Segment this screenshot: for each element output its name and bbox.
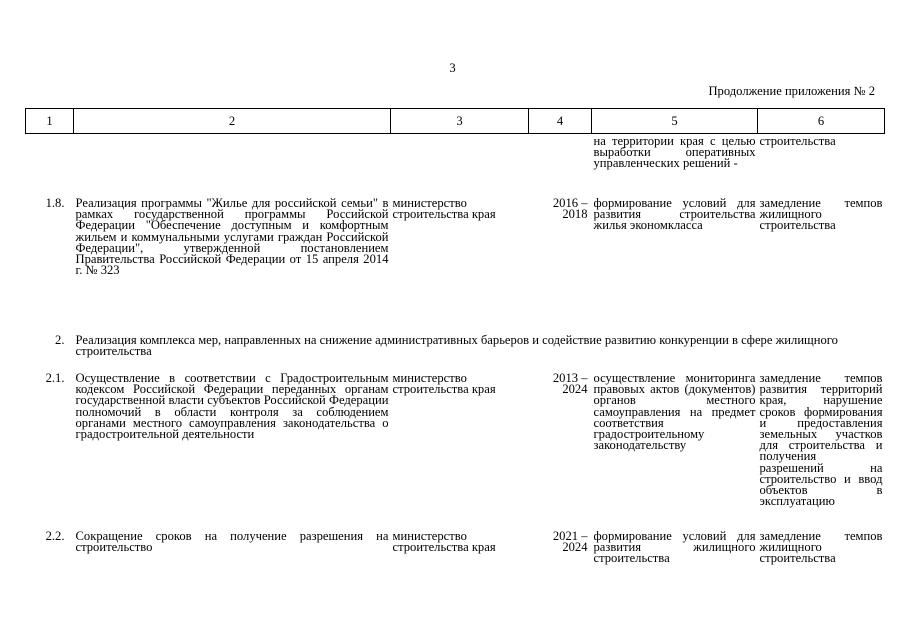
column-header: 1 [26,109,74,134]
measures-table [25,108,885,571]
result-cell: на территории края с целью выработки оперативных управленческих решений - [593,134,756,171]
column-header: 2 [74,109,391,134]
result-cell: формирование условий для развития строительства жилья экономкласса [593,196,756,233]
table-row [26,529,885,571]
section-title: Реализация комплекса мер, направленных на снижение административных барьеров и содействие развитию конкуренции в сфере жилищного строительства [75,333,838,359]
period-cell: 2013 – 2024 [552,371,588,397]
column-header: 4 [529,109,592,134]
period-cell [529,134,592,197]
column-header: 3 [391,109,529,134]
measure-cell [74,134,391,197]
table-row [26,134,885,197]
row-number [26,134,74,197]
section-row [26,333,885,371]
table-header-row [26,109,885,134]
executor-cell: министерство строительства края [392,529,496,555]
executor-cell: министерство строительства края [392,371,496,397]
column-header: 5 [592,109,758,134]
row-number: 2.2. [45,529,65,543]
section-number: 2. [55,333,65,347]
row-number: 1.8. [45,196,65,210]
measure-cell: Реализация программы "Жилье для российской семьи" в рамках государственной программы Российской Федерации "Обеспечение доступным и комфортным жильем и коммунальными услугами граждан Российской Федерации", утвержденной постановлением Правительства Российской Федерации от 15 апреля 2014 г. № 323 [75,196,389,278]
measure-cell: Осуществление в соответствии с Градостроительным кодексом Российской Федерации переданных органам государственной власти субъектов Российской Федерации полномочий в области контроля за соблюдением органами местного самоуправления законодательства о градостроительной деятельности [75,371,389,442]
column-header: 6 [758,109,885,134]
consequence-cell: строительства [759,134,836,148]
table-row [26,371,885,529]
consequence-cell: замедление темпов жилищного строительства [759,529,883,566]
period-cell: 2016 – 2018 [552,196,588,222]
executor-cell [391,134,529,197]
consequence-cell: замедление темпов развития территорий края, нарушение сроков формирования и предоставления земельных участков для строительства и получения разрешений на строительство и ввод объектов в эксплуатацию [759,371,883,509]
period-cell: 2021 – 2024 [552,529,588,555]
measure-cell: Сокращение сроков на получение разрешения на строительство [75,529,389,555]
executor-cell: министерство строительства края [392,196,496,222]
row-number: 2.1. [45,371,65,385]
page-number: 3 [449,61,456,75]
consequence-cell: замедление темпов жилищного строительства [759,196,883,233]
result-cell: осуществление мониторинга правовых актов (документов) органов местного самоуправления на предмет соответствия градостроительному законодательству [593,371,756,453]
table-row [26,196,885,333]
result-cell: формирование условий для развития жилищного строительства [593,529,756,566]
continuation-label: Продолжение приложения № 2 [708,84,875,98]
